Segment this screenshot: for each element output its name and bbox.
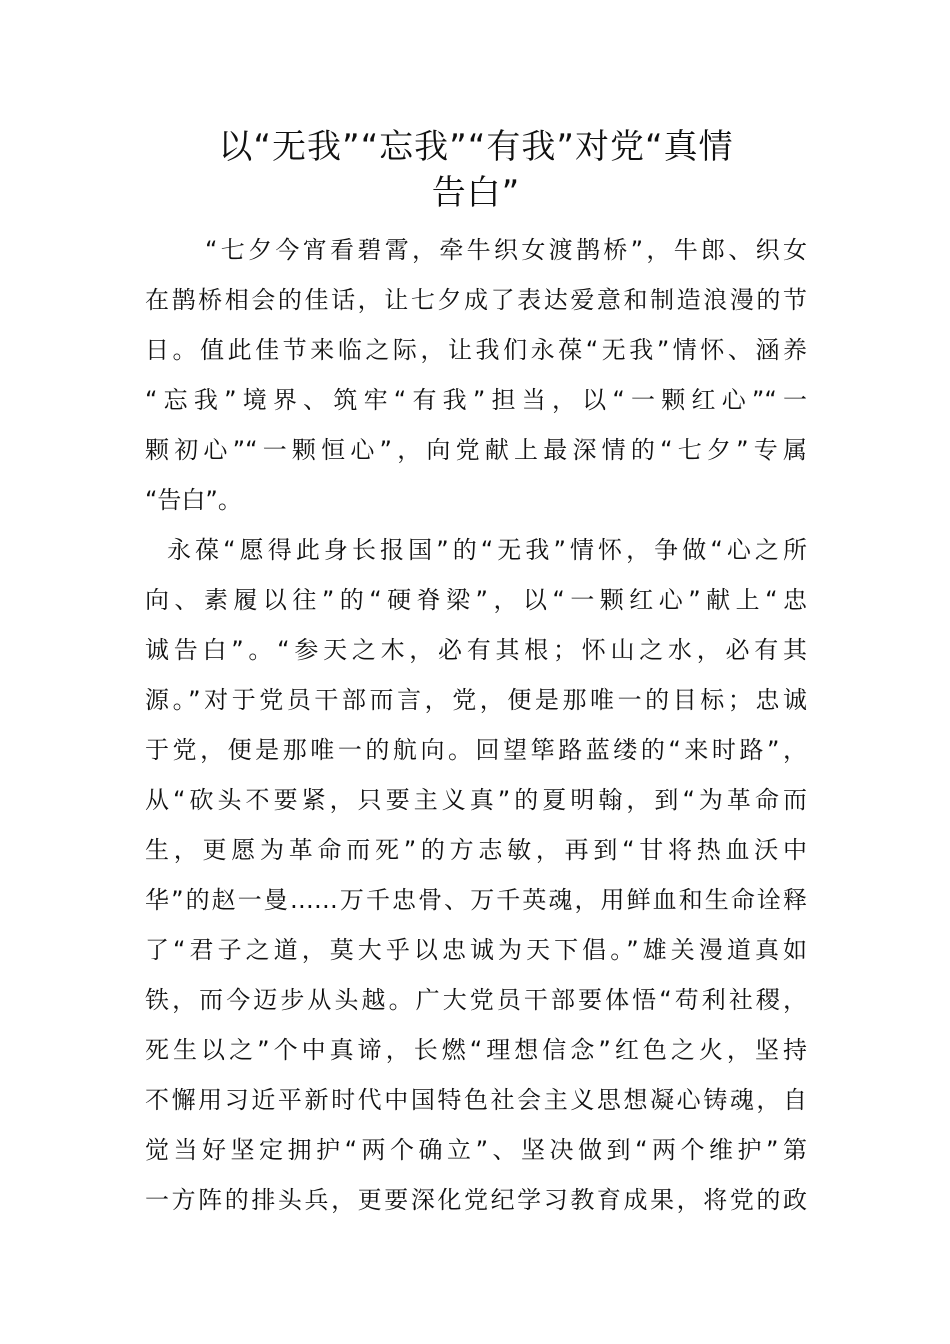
text-line: 从“砍头不要紧，只要主义真”的夏明翰，到“为革命而 xyxy=(145,786,807,814)
text-line: 日。值此佳节来临之际，让我们永葆“无我”情怀、涵养 xyxy=(145,336,807,364)
text-line: 向、素履以往”的“硬脊梁”，以“一颗红心”献上“忠 xyxy=(145,586,807,614)
text-line: 颗初心”“一颗恒心”，向党献上最深情的“七夕”专属 xyxy=(145,436,807,464)
article-title xyxy=(145,124,807,216)
text-line: “七夕今宵看碧霄，牵牛织女渡鹊桥”，牛郎、织女 xyxy=(205,236,807,264)
text-line: 华”的赵一曼……万千忠骨、万千英魂，用鲜血和生命诠释 xyxy=(145,886,807,914)
text-line: 了“君子之道，莫大乎以忠诚为天下倡。”雄关漫道真如 xyxy=(145,936,807,964)
text-line: 死生以之”个中真谛，长燃“理想信念”红色之火，坚持 xyxy=(145,1036,807,1064)
title-line-1: 以“无我”“忘我”“有我”对党“真情 xyxy=(218,127,734,167)
text-line: 永葆“愿得此身长报国”的“无我”情怀，争做“心之所 xyxy=(167,536,807,564)
title-line-2: 告白” xyxy=(431,173,521,213)
text-line: 于党，便是那唯一的航向。回望筚路蓝缕的“来时路”， xyxy=(145,736,807,764)
text-line: 不懈用习近平新时代中国特色社会主义思想凝心铸魂，自 xyxy=(145,1086,807,1114)
paragraph-selfless xyxy=(145,525,807,1225)
text-line: “告白”。 xyxy=(145,486,242,514)
text-line: “忘我”境界、筑牢“有我”担当，以“一颗红心”“一 xyxy=(145,386,807,414)
text-line: 源。”对于党员干部而言，党，便是那唯一的目标；忠诚 xyxy=(145,686,807,714)
text-line: 觉当好坚定拥护“两个确立”、坚决做到“两个维护”第 xyxy=(145,1136,807,1164)
text-line: 诚告白”。“参天之木，必有其根；怀山之水，必有其 xyxy=(145,636,807,664)
text-line: 铁，而今迈步从头越。广大党员干部要体悟“苟利社稷， xyxy=(145,986,807,1014)
paragraph-intro xyxy=(145,225,807,525)
text-line: 在鹊桥相会的佳话，让七夕成了表达爱意和制造浪漫的节 xyxy=(145,286,807,314)
text-line: 一方阵的排头兵，更要深化党纪学习教育成果，将党的政 xyxy=(145,1186,807,1214)
text-line: 生，更愿为革命而死”的方志敏，再到“甘将热血沃中 xyxy=(145,836,807,864)
article-body xyxy=(145,225,807,1225)
